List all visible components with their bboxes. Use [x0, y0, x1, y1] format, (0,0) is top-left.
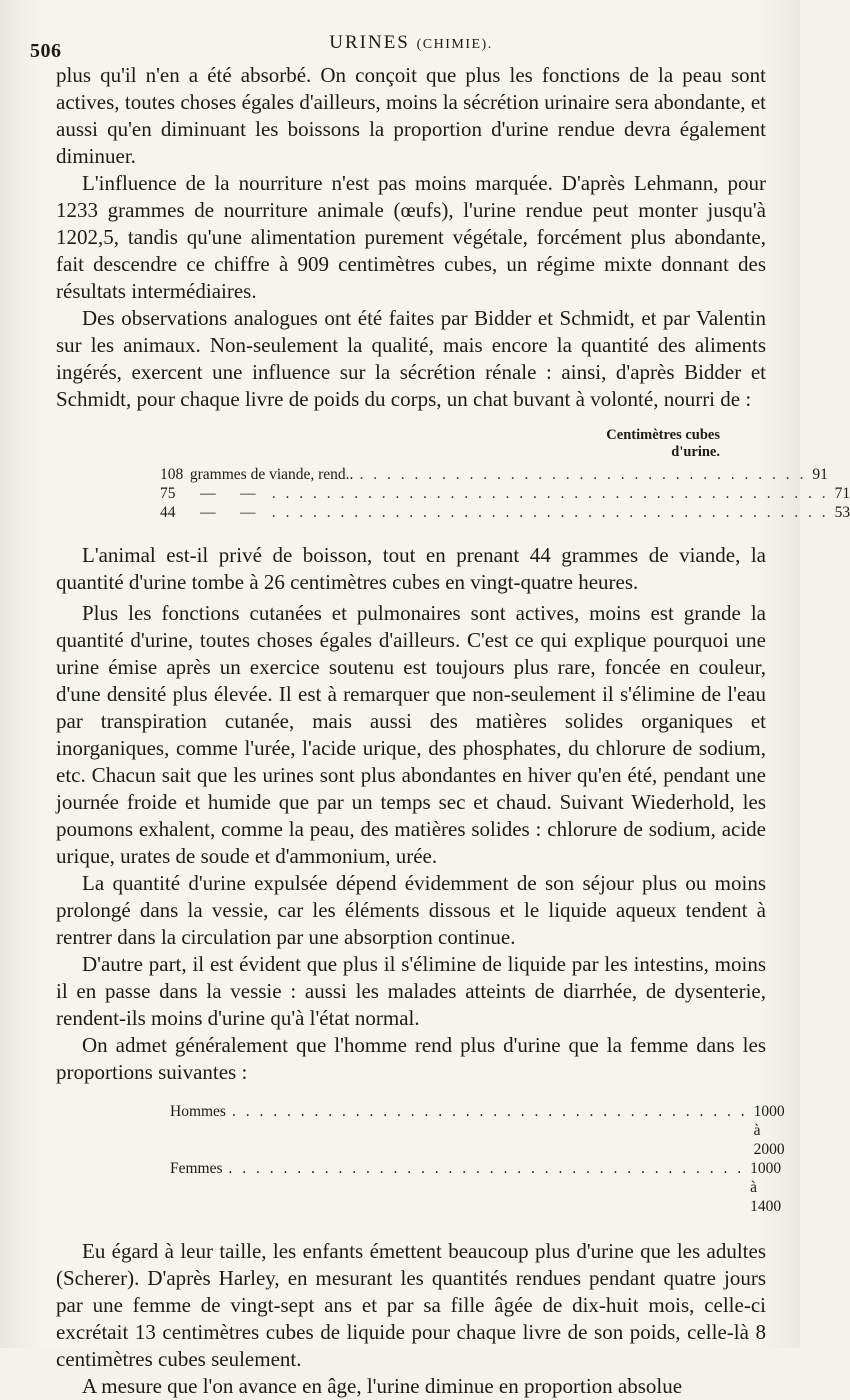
table-cell-value: 53 — [834, 504, 850, 521]
paragraph-3: Des observations analogues ont été faites par Bidder et Schmidt, et par Valentin sur les animaux. Non-seulement la qualité, mais encore la quantité des aliments ingérés, exercent une influence sur la sécrétion rénale : ainsi, d'après Bidder et Schmidt, pour chaque livre de poids du corps, un chat buvant à volonté, nourri de : — [56, 306, 766, 411]
table-cell-label: Hommes — [170, 1103, 226, 1120]
ditto-mark: — — [200, 485, 216, 502]
paragraph-10: A mesure que l'on avance en âge, l'urine diminue en proportion absolue — [82, 1374, 683, 1398]
table-cell-value: 1000 à 2000 — [753, 1103, 785, 1158]
paragraph-8: On admet généralement que l'homme rend plus d'urine que la femme dans les proportions suivantes : — [56, 1033, 766, 1084]
table-row — [160, 484, 850, 503]
ditto-mark: — — [240, 504, 256, 521]
table-header-line1: Centimètres cubes — [606, 427, 720, 443]
paragraph-5: Plus les fonctions cutanées et pulmonaires sont actives, moins est grande la quantité d'urine, toutes choses égales d'ailleurs. C'est ce qui explique pourquoi une urine émise après un exercice soutenu est toujours plus rare, foncée en couleur, d'une densité plus élevée. Il est à remarquer que non-seulement il s'élimine de l'eau par transpiration cutanée, mais aussi des matières solides organiques et inorganiques, comme l'urée, l'acide urique, des phosphates, du chlorure de sodium, etc. Chacun sait que les urines sont plus abondantes en hiver qu'en été, pendant une journée froide et humide que par un temps sec et chaud. Suivant Wiederhold, les poumons exhalent, comme la peau, des matières solides : chlorure de sodium, acide urique, urates de soude et d'ammonium, urée. — [56, 601, 766, 868]
table-column-header — [160, 427, 720, 461]
paragraph-7: D'autre part, il est évident que plus il s'élimine de liquide par les intestins, moins il en passe dans la vessie : aussi les malades atteints de diarrhée, de dysenterie, rendent-ils moins d'urine qu'à l'état normal. — [56, 952, 766, 1030]
table-cell-grams: 44 — [160, 504, 176, 521]
running-title-main: URINES — [329, 32, 410, 53]
leader-dots: . . . . . . . . . . . . . . . . . . . . . . . . . . . . . . . . . . . . . . — [231, 1103, 748, 1120]
sex-urine-table — [170, 1102, 785, 1216]
table-cell-value: 1000 à 1400 — [750, 1160, 782, 1215]
leader-dots: . . . . . . . . . . . . . . . . . . . . . . . . . . . . . . . . . . . . . . — [228, 1160, 745, 1177]
table-cell-value: 91 — [812, 466, 828, 483]
table-header-line2: d'urine. — [671, 444, 720, 460]
paragraph-1: plus qu'il n'en a été absorbé. On conçoit que plus les fonctions de la peau sont actives, toutes choses égales d'ailleurs, moins la sécrétion urinaire sera abondante, et aussi qu'en diminuant les boissons la proportion d'urine rendue devra également diminuer. — [56, 63, 766, 168]
paragraph-4: L'animal est-il privé de boisson, tout en prenant 44 grammes de viande, la quantité d'urine tombe à 26 centimètres cubes en vingt-quatre heures. — [56, 543, 766, 594]
table-row — [170, 1102, 785, 1159]
ditto-mark: — — [200, 504, 216, 521]
running-title-sub: (CHIMIE). — [416, 37, 493, 52]
table-row — [160, 465, 828, 484]
table-row — [160, 503, 850, 522]
page-number: 506 — [30, 40, 62, 62]
leader-dots: . . . . . . . . . . . . . . . . . . . . . . . . . . . . . . . . . . . . . . . . . — [271, 504, 829, 521]
ditto-mark: — — [240, 485, 256, 502]
table-cell-value: 71 — [834, 485, 850, 502]
table-row — [170, 1159, 782, 1216]
paragraph-2: L'influence de la nourriture n'est pas moins marquée. D'après Lehmann, pour 1233 grammes de nourriture animale (œufs), l'urine rendue peut monter jusqu'à 1202,5, tandis qu'une alimentation purement végétale, forcément plus abondante, fait descendre ce chiffre à 909 centimètres cubes, un régime mixte donnant des résultats intermédiaires. — [56, 171, 766, 303]
paragraph-6: La quantité d'urine expulsée dépend évidemment de son séjour plus ou moins prolongé dans la vessie, car les éléments dissous et le liquide aqueux tendent à rentrer dans la circulation par une absorption continue. — [56, 871, 766, 949]
table-cell-grams: 108 — [160, 466, 184, 483]
table-cell-label: grammes de viande, rend.. — [189, 466, 354, 483]
table-cell-grams: 75 — [160, 485, 176, 502]
running-title — [56, 32, 766, 54]
running-head — [30, 28, 766, 62]
table-cell-label: Femmes — [170, 1160, 223, 1177]
leader-dots: . . . . . . . . . . . . . . . . . . . . . . . . . . . . . . . . . — [359, 466, 807, 483]
cat-urine-table — [160, 427, 850, 522]
leader-dots: . . . . . . . . . . . . . . . . . . . . . . . . . . . . . . . . . . . . . . . . . — [271, 485, 829, 502]
paragraph-9: Eu égard à leur taille, les enfants émettent beaucoup plus d'urine que les adultes (Scherer). D'après Harley, en mesurant les quantités rendues pendant quatre jours par une femme de vingt-sept ans et par sa fille âgée de dix-huit mois, celle-ci excrétait 13 centimètres cubes de liquide pour chaque livre de son poids, celle-là 8 centimètres cubes seulement. — [56, 1239, 766, 1371]
